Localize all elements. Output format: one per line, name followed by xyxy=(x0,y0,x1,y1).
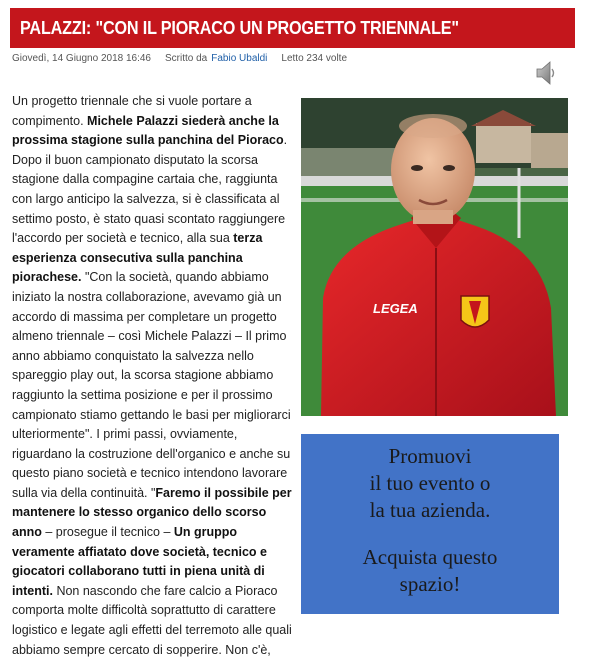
article-text: Non nascondo che fare calcio a Pioraco comporta molte difficoltà soprattutto di carattere logistico e legate agli effetti del terremoto alle quali abbiamo sempre cercato di sopperire. Non c'è, xyxy=(12,583,292,657)
view-count: Letto 234 volte xyxy=(281,53,348,64)
ad-line: il tuo evento o xyxy=(369,471,491,495)
author-prefix: Scritto da xyxy=(165,53,208,64)
article-text: "Con la società, quando abbiamo iniziato la nostra collaborazione, avevamo già un accordo di massima per completare un progetto almeno triennale – così Michele Palazzi – Il primo anno abbiamo conquistato la salvezza nello spareggio play out, la scorsa stagione abbiamo raggiunto la settima posizione e per il prossimo campionato stiamo gettando le basi per migliorarci ulteriormente". I primi passi, ovviamente, riguardano la costruzione dell'organico e anche su questo piano società e tecnico intendono lavorare sulla via della continuità. " xyxy=(12,270,291,500)
article-bold-text: Michele Palazzi siederà anche la prossima stagione sulla panchina del Pioraco xyxy=(12,113,284,148)
ad-line: Promuovi xyxy=(388,444,472,468)
ad-spacer xyxy=(301,524,559,544)
jersey-brand-text: LEGEA xyxy=(373,301,418,316)
article-text: – prosegue il tecnico – xyxy=(41,525,174,540)
article-text: . Dopo il buon campionato disputato la scorsa stagione dalla compagine cartaia che, raggiunta con largo anticipo la salvezza, si è classificata al settimo posto, è stato quasi scontato raggiungere l'accordo per società e tecnico, alla sua xyxy=(12,133,288,246)
article-bold-text: terza esperienza consecutiva sulla panchina piorachese. xyxy=(12,231,263,285)
ad-line: la tua azienda. xyxy=(369,498,491,522)
ad-banner[interactable] xyxy=(301,434,559,614)
author-info xyxy=(165,53,267,64)
article-bold-text: Faremo il possibile per mantenere lo stesso organico dello scorso anno xyxy=(12,485,292,540)
ad-line: Acquista questo xyxy=(362,545,498,569)
article-body xyxy=(12,92,297,660)
article-date: Giovedì, 14 Giugno 2018 16:46 xyxy=(12,53,151,64)
coach-photo-image xyxy=(301,98,568,416)
coach-photo xyxy=(301,98,568,416)
article-text: Un progetto triennale che si vuole portare a compimento. xyxy=(12,94,252,128)
article-meta xyxy=(12,53,347,64)
ad-line: spazio! xyxy=(399,572,461,596)
speaker-icon[interactable] xyxy=(535,60,557,86)
author-link[interactable]: Fabio Ubaldi xyxy=(211,53,268,64)
article-bold-text: Un gruppo veramente affiatato dove società, tecnico e giocatori collaborano tutti in piena unità di intenti. xyxy=(12,525,267,598)
article-title: PALAZZI: "CON IL PIORACO UN PROGETTO TRIENNALE" xyxy=(20,17,459,38)
article-title-bar xyxy=(10,8,575,48)
